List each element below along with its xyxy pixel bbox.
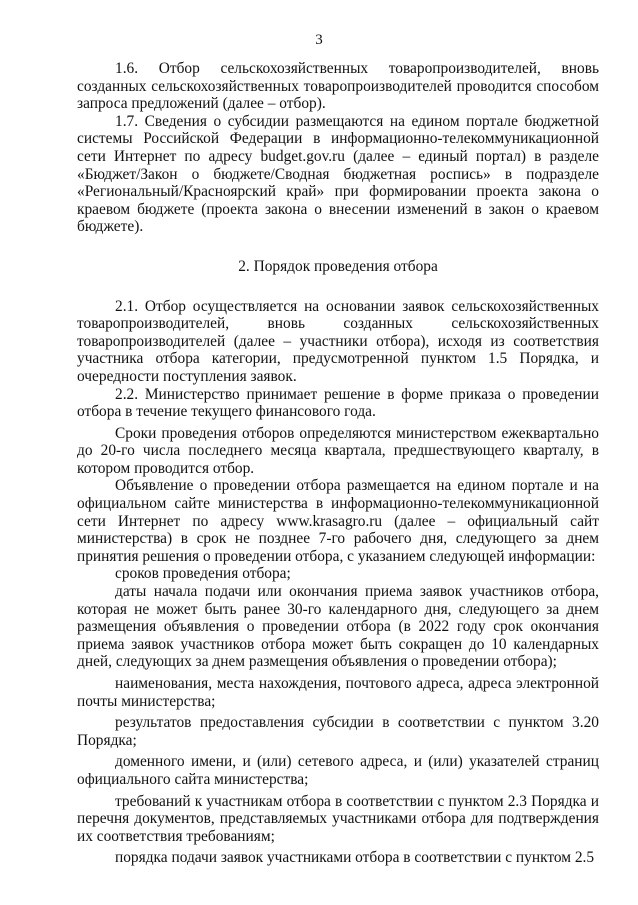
paragraph-1-7: 1.7. Сведения о субсидии размещаются на едином портале бюджетной системы Российской Федерации в информационно-телекоммуникационной сети Интернет по адресу budget.gov.ru (далее – единый портал) в разделе «Бюджет/Закон о бюджете/Сводная бюджетная роспись» в подразделе «Региональный/Красноярский край» при формировании проекта закона о краевом бюджете (проекта закона о внесении изменений в закон о краевом бюджете). <box>77 112 599 236</box>
list-item-dates: даты начала подачи или окончания приема заявок участников отбора, которая не может быть ранее 30-го календарного дня, следующего за днем размещения объявления о проведении отбора (в 2022 году срок окончания приема заявок участников отбора может быть сокращен до 10 календарных дней, следующих за днем размещения объявления о проведении отбора); <box>77 583 599 671</box>
section-heading: 2. Порядок проведения отбора <box>238 257 438 275</box>
list-item-results: результатов предоставления субсидии в соответствии с пунктом 3.20 Порядка; <box>77 714 599 749</box>
paragraph-1-6: 1.6. Отбор сельскохозяйственных товаропроизводителей, вновь созданных сельскохозяйственных товаропроизводителей проводится способом запроса предложений (далее – отбор). <box>77 60 599 113</box>
paragraph-selection-deadlines: Сроки проведения отборов определяются министерством ежеквартально до 20-го числа последнего месяца квартала, предшествующего кварталу, в котором проводится отбор. <box>77 424 599 477</box>
list-item-terms: сроков проведения отбора; <box>115 565 291 583</box>
list-item-ministry-contacts: наименования, места нахождения, почтового адреса, адреса электронной почты министерства; <box>77 675 599 710</box>
paragraph-2-1: 2.1. Отбор осуществляется на основании заявок сельскохозяйственных товаропроизводителей, вновь созданных сельскохозяйственных товаропроизводителей (далее – участники отбора), исходя из соответствия участника отбора категории, предусмотренной пунктом 1.5 Порядка, и очередности поступления заявок. <box>77 297 599 385</box>
list-item-domain: доменного имени, и (или) сетевого адреса, и (или) указателей страниц официального сайта министерства; <box>77 753 599 788</box>
paragraph-2-2: 2.2. Министерство принимает решение в форме приказа о проведении отбора в течение текущего финансового года. <box>77 385 599 421</box>
list-item-application-procedure: порядка подачи заявок участниками отбора в соответствии с пунктом 2.5 <box>115 849 595 867</box>
paragraph-announcement: Объявление о проведении отбора размещается на едином портале и на официальном сайте министерства в информационно-телекоммуникационной сети Интернет по адресу www.krasagro.ru (далее – официальный сайт министерства) в срок не позднее 7-го рабочего дня, следующего за днем принятия решения о проведении отбора, с указанием следующей информации: <box>77 477 599 565</box>
list-item-requirements: требований к участникам отбора в соответствии с пунктом 2.3 Порядка и перечня документов, представляемых участниками отбора для подтверждения их соответствия требованиям; <box>77 792 599 845</box>
page-number: 3 <box>315 32 323 48</box>
document-body <box>77 60 599 867</box>
